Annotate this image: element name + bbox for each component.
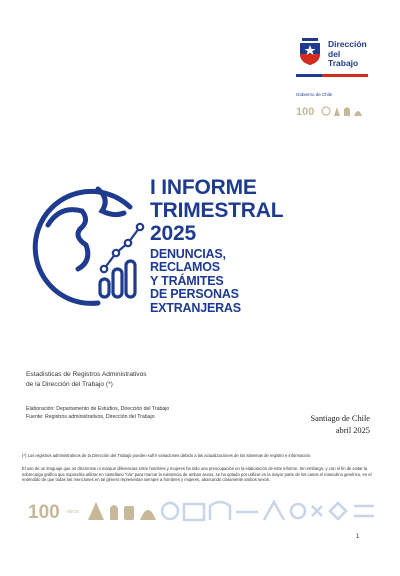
elaboration-text: Elaboración: Departamento de Estudios, Dirección del Trabajo — [26, 406, 170, 412]
city-label: Santiago de Chile — [310, 414, 370, 423]
cover-subtitle — [150, 248, 241, 315]
description-line2: de la Dirección del Trabajo (*) — [26, 381, 113, 388]
trend-point — [137, 224, 143, 230]
title-line2: TRIMESTRAL — [150, 199, 284, 222]
svg-text:100: 100 — [296, 106, 315, 118]
globe-outline — [35, 191, 130, 303]
globe-chart-illustration — [30, 165, 152, 335]
title-line1: I INFORME — [150, 176, 257, 199]
description-line1: Estadísticas de Registros Administrativos — [26, 371, 147, 378]
anniversary-100-icon — [296, 104, 368, 118]
bar-mark — [100, 279, 109, 297]
block-icon — [124, 506, 134, 520]
circle-icon-2 — [291, 504, 305, 518]
footer-decorative-band — [28, 498, 376, 524]
government-label: Gobierno de Chile — [296, 92, 333, 97]
cover-title — [150, 176, 283, 245]
footnote-lenguaje: El uso de un lenguaje que no discrimine ni marque diferencias entre hombres y mujeres ha sido una preocupación en la elaboración de este informe. Sin embargo, y con el fin de evitar la sobrecarga gráfica que supondría utilizar en castellano "o/a" para marcar la existencia de ambos sexos, se ha optado por utilizar en la mayor parte de los casos el masculino genérico, en el entendido de que todas las menciones en tal género representan siempre a hombres y mujeres, abarcando claramente ambos sexos. — [22, 466, 372, 483]
footnote-registros: (*) Los registros administrativos de la Dirección del Trabajo pueden sufrir variaciones debido a las actualizaciones de los sistemas de registro e información. — [22, 453, 312, 458]
footer-anos-mark: AÑOS — [66, 509, 79, 514]
frame-icon — [184, 504, 204, 520]
coat-of-arms-icon — [296, 36, 324, 66]
page-number: 1 — [356, 534, 360, 540]
subtitle-line5: EXTRANJERAS — [150, 300, 241, 315]
report-credits — [26, 405, 169, 421]
source-text: Fuente: Registros administrativos, Dirección del Trabajo — [26, 414, 155, 420]
subtitle-line2: RECLAMOS — [150, 260, 220, 275]
footer-100-mark: 100 — [28, 502, 60, 523]
double-line-icon — [354, 506, 374, 516]
triangle-icon — [264, 502, 284, 520]
date-label: abril 2025 — [335, 426, 370, 435]
diamond-icon — [330, 503, 346, 519]
trend-point — [101, 266, 107, 272]
logo-flag-bar — [296, 74, 368, 78]
title-line3: 2025 — [150, 222, 196, 245]
circle-icon — [162, 503, 178, 519]
continent-shape — [48, 210, 88, 269]
institution-logo — [296, 30, 368, 116]
subtitle-line3: Y TRÁMITES — [150, 273, 224, 288]
arch-icon — [210, 502, 230, 520]
place-date — [296, 413, 370, 437]
bar-mark — [126, 261, 135, 297]
trend-point — [125, 240, 131, 246]
trend-point — [113, 250, 119, 256]
report-description — [26, 370, 147, 390]
logo-name — [328, 40, 368, 69]
subtitle-line4: DE PERSONAS — [150, 287, 239, 302]
bar-mark — [113, 269, 122, 297]
logo-line2: del Trabajo — [328, 48, 359, 68]
subtitle-line1: DENUNCIAS, — [150, 247, 226, 261]
logo-line1: Dirección — [328, 39, 367, 49]
hill-icon — [140, 510, 156, 520]
mountain-icon — [88, 502, 104, 520]
cross-icon — [312, 506, 322, 516]
figure-icon — [110, 505, 118, 520]
